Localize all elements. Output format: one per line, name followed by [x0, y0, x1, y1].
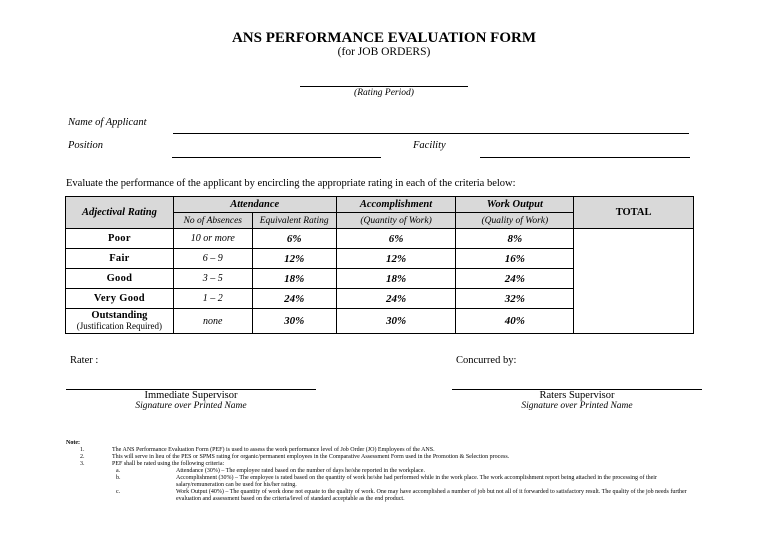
- attendance-rating-cell[interactable]: 6%: [252, 229, 336, 249]
- name-of-applicant-field[interactable]: [173, 133, 689, 134]
- note-subitem: [66, 489, 706, 503]
- adjectival-outstanding: Outstanding: [91, 310, 148, 321]
- accomplishment-header: Accomplishment: [336, 197, 456, 213]
- table-row: [66, 229, 694, 249]
- note-subitem-letter: c.: [116, 489, 121, 495]
- note-subitem-text: Work Output (40%) – The quantity of work done not equate to the quality of work. One may have accomplished a number of job but not all of it forwarded to satisfactory result. The quality of the job needs further evaluation and assessment based on the criteria/level of standard acceptable as the end product.: [176, 489, 687, 502]
- note-subitem-text: Accomplishment (30%) – The employee is rated based on the quantity of work he/she had performed while in the work place. The work accomplishment report being attached in the processing of their salary/remuneration can be used for his/her rating.: [176, 475, 657, 488]
- note-text: PEF shall be rated using the following criteria:: [112, 461, 225, 467]
- attendance-rating-cell[interactable]: 18%: [252, 269, 336, 289]
- work-output-rating-cell[interactable]: 40%: [456, 309, 574, 334]
- signature-over-printed-name-right: Signature over Printed Name: [521, 401, 633, 411]
- name-of-applicant-label: Name of Applicant: [68, 117, 147, 128]
- note-item: [66, 447, 706, 454]
- note-number: 1.: [80, 447, 85, 453]
- rating-table: [65, 196, 694, 334]
- no-of-absences-header: No of Absences: [173, 213, 252, 229]
- note-subitem-letter: b.: [116, 475, 121, 481]
- note-number: 2.: [80, 454, 85, 460]
- work-output-rating-cell[interactable]: 24%: [456, 269, 574, 289]
- rating-period-line[interactable]: [300, 86, 468, 87]
- accomplishment-rating-cell[interactable]: 6%: [336, 229, 456, 249]
- equivalent-rating-header: Equivalent Rating: [252, 213, 336, 229]
- adjectival-rating-header: Adjectival Rating: [66, 197, 174, 229]
- form-subtitle: (for JOB ORDERS): [337, 46, 431, 58]
- accomplishment-rating-cell[interactable]: 30%: [336, 309, 456, 334]
- note-subitem-text: Attendance (30%) – The employee rated based on the number of days he/she reported in the workplace.: [176, 468, 425, 474]
- note-subitem: [66, 475, 706, 489]
- work-output-rating-cell[interactable]: 16%: [456, 249, 574, 269]
- note-subitem: [66, 468, 706, 475]
- adjectival-cell: Good: [66, 269, 174, 289]
- note-text: This will serve in lieu of the PES or SPMS rating for organic/permanent employees in the Comparative Assessment Form used in the Promotion & Selection process.: [112, 454, 510, 460]
- attendance-header: Attendance: [173, 197, 336, 213]
- work-output-rating-cell[interactable]: 32%: [456, 289, 574, 309]
- facility-label: Facility: [413, 140, 446, 151]
- note-item: [66, 454, 706, 461]
- absences-cell: 6 – 9: [173, 249, 252, 269]
- attendance-rating-cell[interactable]: 24%: [252, 289, 336, 309]
- adjectival-cell: [66, 309, 174, 334]
- total-header: TOTAL: [574, 197, 694, 229]
- signature-over-printed-name-left: Signature over Printed Name: [135, 401, 247, 411]
- instruction-text: Evaluate the performance of the applicant by encircling the appropriate rating in each of the criteria below:: [66, 178, 516, 189]
- concurred-by-label: Concurred by:: [456, 355, 517, 366]
- work-output-rating-cell[interactable]: 8%: [456, 229, 574, 249]
- quality-of-work-header: (Quality of Work): [456, 213, 574, 229]
- note-text: The ANS Performance Evaluation Form (PEF) is used to assess the work performance level of Job Order (JO) Employees of the ANS.: [112, 447, 435, 453]
- accomplishment-rating-cell[interactable]: 12%: [336, 249, 456, 269]
- position-label: Position: [68, 140, 104, 151]
- form-title: ANS PERFORMANCE EVALUATION FORM: [231, 30, 537, 46]
- total-cell[interactable]: [574, 229, 694, 334]
- immediate-supervisor-label: Immediate Supervisor: [144, 390, 238, 401]
- note-label: Note:: [66, 440, 80, 446]
- attendance-rating-cell[interactable]: 12%: [252, 249, 336, 269]
- rater-label: Rater :: [70, 355, 99, 366]
- note-item: [66, 461, 706, 468]
- quantity-of-work-header: (Quantity of Work): [336, 213, 456, 229]
- adjectival-cell: Very Good: [66, 289, 174, 309]
- rating-period-label: (Rating Period): [354, 88, 414, 98]
- attendance-rating-cell[interactable]: 30%: [252, 309, 336, 334]
- note-subitem-letter: a.: [116, 468, 121, 474]
- accomplishment-rating-cell[interactable]: 18%: [336, 269, 456, 289]
- absences-cell: 1 – 2: [173, 289, 252, 309]
- notes-section: [66, 440, 706, 503]
- facility-field[interactable]: [480, 157, 690, 158]
- note-number: 3.: [80, 461, 85, 467]
- raters-supervisor-label: Raters Supervisor: [539, 390, 615, 401]
- position-field[interactable]: [172, 157, 381, 158]
- absences-cell: 10 or more: [173, 229, 252, 249]
- adjectival-cell: Poor: [66, 229, 174, 249]
- absences-cell: 3 – 5: [173, 269, 252, 289]
- accomplishment-rating-cell[interactable]: 24%: [336, 289, 456, 309]
- work-output-header: Work Output: [456, 197, 574, 213]
- adjectival-cell: Fair: [66, 249, 174, 269]
- absences-cell: none: [173, 309, 252, 334]
- justification-note: (Justification Required): [76, 321, 163, 331]
